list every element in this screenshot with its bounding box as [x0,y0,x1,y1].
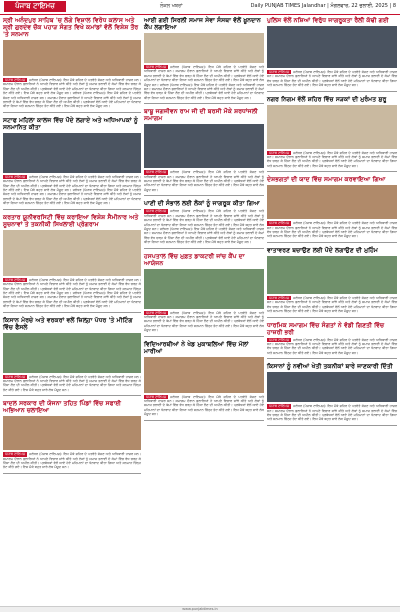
story-photo [144,124,264,168]
story-headline: ਕਰਤਾਰ ਯੂਨੀਵਰਸਿਟੀ ਵਿੱਚ ਕਰਾਇਆ ਵਿਸ਼ੇਸ਼ ਸੈਮੀਨਾਰ ਅਤੇ ਸੂਚਨਾਵਾਂ ਤੇ ਤਕਨੀਕੀ ਸਿਖਲਾਈ ਪ੍ਰੋਗਰਾਮ [3,213,139,228]
story [267,322,397,360]
column-right [267,17,397,607]
story-body: ਪੰਜਾਬ ਟਾਇਮਜ਼ ਜਲੰਧਰ (ਪੰਜਾਬ ਟਾਇਮਜ਼): ਇਸ ਮੌਕੇ ਸ਼ਹਿਰ ਦੇ ਪਤਵੰਤੇ ਸੱਜਣ ਅਤੇ ਅਧਿਕਾਰੀ ਹਾਜ਼ਰ ਸਨ। ਸਮਾਗਮ ਦੌਰਾਨ ਬੁਲਾਰਿਆਂ ਨੇ ਆਪਣੇ ਵਿਚਾਰ ਸਾਂਝੇ ਕੀਤੇ ਅਤੇ ਲੋਕਾਂ ਨੂੰ ਸਮਾਜ ਭਲਾਈ ਦੇ ਕੰਮਾਂ ਵਿੱਚ ਵੱਧ ਚੜ੍ਹ ਕੇ ਹਿੱਸਾ ਲੈਣ ਦੀ ਅਪੀਲ ਕੀਤੀ। ਪ੍ਰਬੰਧਕਾਂ ਵੱਲੋਂ ਆਏ ਹੋਏ ਮਹਿਮਾਨਾਂ ਦਾ ਧੰਨਵਾਦ ਕੀਤਾ ਗਿਆ ਅਤੇ ਸਨਮਾਨ ਚਿੰਨ੍ਹ ਭੇਟ ਕੀਤੇ ਗਏ। ਇਸ ਮੌਕੇ ਬਹੁਤ ਸਾਰੇ ਲੋਕ ਮੌਜੂਦ ਸਨ। [267,221,397,239]
story-photo [144,357,264,393]
story-body: ਪੰਜਾਬ ਟਾਇਮਜ਼ ਜਲੰਧਰ (ਪੰਜਾਬ ਟਾਇਮਜ਼): ਇਸ ਮੌਕੇ ਸ਼ਹਿਰ ਦੇ ਪਤਵੰਤੇ ਸੱਜਣ ਅਤੇ ਅਧਿਕਾਰੀ ਹਾਜ਼ਰ ਸਨ। ਸਮਾਗਮ ਦੌਰਾਨ ਬੁਲਾਰਿਆਂ ਨੇ ਆਪਣੇ ਵਿਚਾਰ ਸਾਂਝੇ ਕੀਤੇ ਅਤੇ ਲੋਕਾਂ ਨੂੰ ਸਮਾਜ ਭਲਾਈ ਦੇ ਕੰਮਾਂ ਵਿੱਚ ਵੱਧ ਚੜ੍ਹ ਕੇ ਹਿੱਸਾ ਲੈਣ ਦੀ ਅਪੀਲ ਕੀਤੀ। ਪ੍ਰਬੰਧਕਾਂ ਵੱਲੋਂ ਆਏ ਹੋਏ ਮਹਿਮਾਨਾਂ ਦਾ ਧੰਨਵਾਦ ਕੀਤਾ ਗਿਆ ਅਤੇ ਸਨਮਾਨ ਚਿੰਨ੍ਹ ਭੇਟ ਕੀਤੇ ਗਏ। ਇਸ ਮੌਕੇ ਬਹੁਤ ਸਾਰੇ ਲੋਕ ਮੌਜੂਦ ਸਨ। [3,374,141,392]
story-photo [267,372,397,402]
story-headline: ਦੇਸ਼ਭਗਤਾਂ ਦੀ ਯਾਦ ਵਿੱਚ ਸਮਾਗਮ ਕਰਵਾਇਆ ਗਿਆ [267,176,386,184]
story-body: ਪੰਜਾਬ ਟਾਇਮਜ਼ ਜਲੰਧਰ (ਪੰਜਾਬ ਟਾਇਮਜ਼): ਇਸ ਮੌਕੇ ਸ਼ਹਿਰ ਦੇ ਪਤਵੰਤੇ ਸੱਜਣ ਅਤੇ ਅਧਿਕਾਰੀ ਹਾਜ਼ਰ ਸਨ। ਸਮਾਗਮ ਦੌਰਾਨ ਬੁਲਾਰਿਆਂ ਨੇ ਆਪਣੇ ਵਿਚਾਰ ਸਾਂਝੇ ਕੀਤੇ ਅਤੇ ਲੋਕਾਂ ਨੂੰ ਸਮਾਜ ਭਲਾਈ ਦੇ ਕੰਮਾਂ ਵਿੱਚ ਵੱਧ ਚੜ੍ਹ ਕੇ ਹਿੱਸਾ ਲੈਣ ਦੀ ਅਪੀਲ ਕੀਤੀ। ਪ੍ਰਬੰਧਕਾਂ ਵੱਲੋਂ ਆਏ ਹੋਏ ਮਹਿਮਾਨਾਂ ਦਾ ਧੰਨਵਾਦ ਕੀਤਾ ਗਿਆ ਅਤੇ ਸਨਮਾਨ ਚਿੰਨ੍ਹ ਭੇਟ ਕੀਤੇ ਗਏ। ਇਸ ਮੌਕੇ ਬਹੁਤ ਸਾਰੇ ਲੋਕ ਮੌਜੂਦ ਸਨ। ਜਲੰਧਰ (ਪੰਜਾਬ ਟਾਇਮਜ਼): ਇਸ ਮੌਕੇ ਸ਼ਹਿਰ ਦੇ ਪਤਵੰਤੇ ਸੱਜਣ ਅਤੇ ਅਧਿਕਾਰੀ ਹਾਜ਼ਰ ਸਨ। ਸਮਾਗਮ ਦੌਰਾਨ ਬੁਲਾਰਿਆਂ ਨੇ ਆਪਣੇ ਵਿਚਾਰ ਸਾਂਝੇ ਕੀਤੇ ਅਤੇ ਲੋਕਾਂ ਨੂੰ ਸਮਾਜ ਭਲਾਈ ਦੇ ਕੰਮਾਂ ਵਿੱਚ ਵੱਧ ਚੜ੍ਹ ਕੇ ਹਿੱਸਾ ਲੈਣ ਦੀ ਅਪੀਲ ਕੀਤੀ। ਪ੍ਰਬੰਧਕਾਂ ਵੱਲੋਂ ਆਏ ਹੋਏ ਮਹਿਮਾਨਾਂ ਦਾ ਧੰਨਵਾਦ ਕੀਤਾ ਗਿਆ ਅਤੇ ਸਨਮਾਨ ਚਿੰਨ੍ਹ ਭੇਟ ਕੀਤੇ ਗਏ। ਇਸ ਮੌਕੇ ਬਹੁਤ ਸਾਰੇ ਲੋਕ ਮੌਜੂਦ ਸਨ। [3,277,141,309]
story-headline: ਹਸਪਤਾਲ ਵਿੱਚ ਮੁਫ਼ਤ ਡਾਕਟਰੀ ਜਾਂਚ ਕੈਂਪ ਦਾ ਆਯੋਜਨ [144,252,245,267]
story-headline: ਬਾਬੂ ਜਗਜੀਵਨ ਰਾਮ ਜੀ ਦੀ ਬਰਸੀ ਮੌਕੇ ਸ਼ਰਧਾਂਜਲੀ ਸਮਾਗਮ [144,108,258,123]
story-photo [3,133,141,173]
story [3,214,141,313]
story-headline: ਕਿਸਾਨਾਂ ਨੂੰ ਨਵੀਆਂ ਖੇਤੀ ਤਕਨੀਕਾਂ ਬਾਰੇ ਜਾਣਕਾਰੀ ਦਿੱਤੀ [267,363,393,371]
story-photo [3,40,141,76]
story [144,200,264,248]
story-body: ਪੰਜਾਬ ਟਾਇਮਜ਼ ਜਲੰਧਰ (ਪੰਜਾਬ ਟਾਇਮਜ਼): ਇਸ ਮੌਕੇ ਸ਼ਹਿਰ ਦੇ ਪਤਵੰਤੇ ਸੱਜਣ ਅਤੇ ਅਧਿਕਾਰੀ ਹਾਜ਼ਰ ਸਨ। ਸਮਾਗਮ ਦੌਰਾਨ ਬੁਲਾਰਿਆਂ ਨੇ ਆਪਣੇ ਵਿਚਾਰ ਸਾਂਝੇ ਕੀਤੇ ਅਤੇ ਲੋਕਾਂ ਨੂੰ ਸਮਾਜ ਭਲਾਈ ਦੇ ਕੰਮਾਂ ਵਿੱਚ ਵੱਧ ਚੜ੍ਹ ਕੇ ਹਿੱਸਾ ਲੈਣ ਦੀ ਅਪੀਲ ਕੀਤੀ। ਪ੍ਰਬੰਧਕਾਂ ਵੱਲੋਂ ਆਏ ਹੋਏ ਮਹਿਮਾਨਾਂ ਦਾ ਧੰਨਵਾਦ ਕੀਤਾ ਗਿਆ ਅਤੇ ਸਨਮਾਨ ਚਿੰਨ੍ਹ ਭੇਟ ਕੀਤੇ ਗਏ। ਇਸ ਮੌਕੇ ਬਹੁਤ ਸਾਰੇ ਲੋਕ ਮੌਜੂਦ ਸਨ। [144,170,264,192]
footer-strip: www.punjabtimes.in [0,606,400,612]
story-photo [144,269,264,309]
story-body: ਪੰਜਾਬ ਟਾਇਮਜ਼ ਜਲੰਧਰ (ਪੰਜਾਬ ਟਾਇਮਜ਼): ਇਸ ਮੌਕੇ ਸ਼ਹਿਰ ਦੇ ਪਤਵੰਤੇ ਸੱਜਣ ਅਤੇ ਅਧਿਕਾਰੀ ਹਾਜ਼ਰ ਸਨ। ਸਮਾਗਮ ਦੌਰਾਨ ਬੁਲਾਰਿਆਂ ਨੇ ਆਪਣੇ ਵਿਚਾਰ ਸਾਂਝੇ ਕੀਤੇ ਅਤੇ ਲੋਕਾਂ ਨੂੰ ਸਮਾਜ ਭਲਾਈ ਦੇ ਕੰਮਾਂ ਵਿੱਚ ਵੱਧ ਚੜ੍ਹ ਕੇ ਹਿੱਸਾ ਲੈਣ ਦੀ ਅਪੀਲ ਕੀਤੀ। ਪ੍ਰਬੰਧਕਾਂ ਵੱਲੋਂ ਆਏ ਹੋਏ ਮਹਿਮਾਨਾਂ ਦਾ ਧੰਨਵਾਦ ਕੀਤਾ ਗਿਆ ਅਤੇ ਸਨਮਾਨ ਚਿੰਨ੍ਹ ਭੇਟ ਕੀਤੇ ਗਏ। ਇਸ ਮੌਕੇ ਬਹੁਤ ਸਾਰੇ ਲੋਕ ਮੌਜੂਦ ਸਨ। [267,70,397,88]
column-left [3,17,141,607]
story-body: ਪੰਜਾਬ ਟਾਇਮਜ਼ ਜਲੰਧਰ (ਪੰਜਾਬ ਟਾਇਮਜ਼): ਇਸ ਮੌਕੇ ਸ਼ਹਿਰ ਦੇ ਪਤਵੰਤੇ ਸੱਜਣ ਅਤੇ ਅਧਿਕਾਰੀ ਹਾਜ਼ਰ ਸਨ। ਸਮਾਗਮ ਦੌਰਾਨ ਬੁਲਾਰਿਆਂ ਨੇ ਆਪਣੇ ਵਿਚਾਰ ਸਾਂਝੇ ਕੀਤੇ ਅਤੇ ਲੋਕਾਂ ਨੂੰ ਸਮਾਜ ਭਲਾਈ ਦੇ ਕੰਮਾਂ ਵਿੱਚ ਵੱਧ ਚੜ੍ਹ ਕੇ ਹਿੱਸਾ ਲੈਣ ਦੀ ਅਪੀਲ ਕੀਤੀ। ਪ੍ਰਬੰਧਕਾਂ ਵੱਲੋਂ ਆਏ ਹੋਏ ਮਹਿਮਾਨਾਂ ਦਾ ਧੰਨਵਾਦ ਕੀਤਾ ਗਿਆ ਅਤੇ ਸਨਮਾਨ ਚਿੰਨ੍ਹ ਭੇਟ ਕੀਤੇ ਗਏ। ਇਸ ਮੌਕੇ ਬਹੁਤ ਸਾਰੇ ਲੋਕ ਮੌਜੂਦ ਸਨ। ਜਲੰਧਰ (ਪੰਜਾਬ ਟਾਇਮਜ਼): ਇਸ ਮੌਕੇ ਸ਼ਹਿਰ ਦੇ ਪਤਵੰਤੇ ਸੱਜਣ ਅਤੇ ਅਧਿਕਾਰੀ ਹਾਜ਼ਰ ਸਨ। ਸਮਾਗਮ ਦੌਰਾਨ ਬੁਲਾਰਿਆਂ ਨੇ ਆਪਣੇ ਵਿਚਾਰ ਸਾਂਝੇ ਕੀਤੇ ਅਤੇ ਲੋਕਾਂ ਨੂੰ ਸਮਾਜ ਭਲਾਈ ਦੇ ਕੰਮਾਂ ਵਿੱਚ ਵੱਧ ਚੜ੍ਹ ਕੇ ਹਿੱਸਾ ਲੈਣ ਦੀ ਅਪੀਲ ਕੀਤੀ। ਪ੍ਰਬੰਧਕਾਂ ਵੱਲੋਂ ਆਏ ਹੋਏ ਮਹਿਮਾਨਾਂ ਦਾ ਧੰਨਵਾਦ ਕੀਤਾ ਗਿਆ ਅਤੇ ਸਨਮਾਨ ਚਿੰਨ੍ਹ ਭੇਟ ਕੀਤੇ ਗਏ। ਇਸ ਮੌਕੇ ਬਹੁਤ ਸਾਰੇ ਲੋਕ ਮੌਜੂਦ ਸਨ। [3,174,141,206]
story [3,17,141,113]
story [144,17,264,104]
story-body: ਪੰਜਾਬ ਟਾਇਮਜ਼ ਜਲੰਧਰ (ਪੰਜਾਬ ਟਾਇਮਜ਼): ਇਸ ਮੌਕੇ ਸ਼ਹਿਰ ਦੇ ਪਤਵੰਤੇ ਸੱਜਣ ਅਤੇ ਅਧਿਕਾਰੀ ਹਾਜ਼ਰ ਸਨ। ਸਮਾਗਮ ਦੌਰਾਨ ਬੁਲਾਰਿਆਂ ਨੇ ਆਪਣੇ ਵਿਚਾਰ ਸਾਂਝੇ ਕੀਤੇ ਅਤੇ ਲੋਕਾਂ ਨੂੰ ਸਮਾਜ ਭਲਾਈ ਦੇ ਕੰਮਾਂ ਵਿੱਚ ਵੱਧ ਚੜ੍ਹ ਕੇ ਹਿੱਸਾ ਲੈਣ ਦੀ ਅਪੀਲ ਕੀਤੀ। ਪ੍ਰਬੰਧਕਾਂ ਵੱਲੋਂ ਆਏ ਹੋਏ ਮਹਿਮਾਨਾਂ ਦਾ ਧੰਨਵਾਦ ਕੀਤਾ ਗਿਆ ਅਤੇ ਸਨਮਾਨ ਚਿੰਨ੍ਹ ਭੇਟ ਕੀਤੇ ਗਏ। ਇਸ ਮੌਕੇ ਬਹੁਤ ਸਾਰੇ ਲੋਕ ਮੌਜੂਦ ਸਨ। [267,150,397,168]
story [144,253,264,337]
story-body: ਪੰਜਾਬ ਟਾਇਮਜ਼ ਜਲੰਧਰ (ਪੰਜਾਬ ਟਾਇਮਜ਼): ਇਸ ਮੌਕੇ ਸ਼ਹਿਰ ਦੇ ਪਤਵੰਤੇ ਸੱਜਣ ਅਤੇ ਅਧਿਕਾਰੀ ਹਾਜ਼ਰ ਸਨ। ਸਮਾਗਮ ਦੌਰਾਨ ਬੁਲਾਰਿਆਂ ਨੇ ਆਪਣੇ ਵਿਚਾਰ ਸਾਂਝੇ ਕੀਤੇ ਅਤੇ ਲੋਕਾਂ ਨੂੰ ਸਮਾਜ ਭਲਾਈ ਦੇ ਕੰਮਾਂ ਵਿੱਚ ਵੱਧ ਚੜ੍ਹ ਕੇ ਹਿੱਸਾ ਲੈਣ ਦੀ ਅਪੀਲ ਕੀਤੀ। ਪ੍ਰਬੰਧਕਾਂ ਵੱਲੋਂ ਆਏ ਹੋਏ ਮਹਿਮਾਨਾਂ ਦਾ ਧੰਨਵਾਦ ਕੀਤਾ ਗਿਆ ਅਤੇ ਸਨਮਾਨ ਚਿੰਨ੍ਹ ਭੇਟ ਕੀਤੇ ਗਏ। ਇਸ ਮੌਕੇ ਬਹੁਤ ਸਾਰੇ ਲੋਕ ਮੌਜੂਦ ਸਨ। ਜਲੰਧਰ (ਪੰਜਾਬ ਟਾਇਮਜ਼): ਇਸ ਮੌਕੇ ਸ਼ਹਿਰ ਦੇ ਪਤਵੰਤੇ ਸੱਜਣ ਅਤੇ ਅਧਿਕਾਰੀ ਹਾਜ਼ਰ ਸਨ। ਸਮਾਗਮ ਦੌਰਾਨ ਬੁਲਾਰਿਆਂ ਨੇ ਆਪਣੇ ਵਿਚਾਰ ਸਾਂਝੇ ਕੀਤੇ ਅਤੇ ਲੋਕਾਂ ਨੂੰ ਸਮਾਜ ਭਲਾਈ ਦੇ ਕੰਮਾਂ ਵਿੱਚ ਵੱਧ ਚੜ੍ਹ ਕੇ ਹਿੱਸਾ ਲੈਣ ਦੀ ਅਪੀਲ ਕੀਤੀ। ਪ੍ਰਬੰਧਕਾਂ ਵੱਲੋਂ ਆਏ ਹੋਏ ਮਹਿਮਾਨਾਂ ਦਾ ਧੰਨਵਾਦ ਕੀਤਾ ਗਿਆ ਅਤੇ ਸਨਮਾਨ ਚਿੰਨ੍ਹ ਭੇਟ ਕੀਤੇ ਗਏ। ਇਸ ਮੌਕੇ ਬਹੁਤ ਸਾਰੇ ਲੋਕ ਮੌਜੂਦ ਸਨ। [144,65,264,100]
story-body: ਪੰਜਾਬ ਟਾਇਮਜ਼ ਜਲੰਧਰ (ਪੰਜਾਬ ਟਾਇਮਜ਼): ਇਸ ਮੌਕੇ ਸ਼ਹਿਰ ਦੇ ਪਤਵੰਤੇ ਸੱਜਣ ਅਤੇ ਅਧਿਕਾਰੀ ਹਾਜ਼ਰ ਸਨ। ਸਮਾਗਮ ਦੌਰਾਨ ਬੁਲਾਰਿਆਂ ਨੇ ਆਪਣੇ ਵਿਚਾਰ ਸਾਂਝੇ ਕੀਤੇ ਅਤੇ ਲੋਕਾਂ ਨੂੰ ਸਮਾਜ ਭਲਾਈ ਦੇ ਕੰਮਾਂ ਵਿੱਚ ਵੱਧ ਚੜ੍ਹ ਕੇ ਹਿੱਸਾ ਲੈਣ ਦੀ ਅਪੀਲ ਕੀਤੀ। ਪ੍ਰਬੰਧਕਾਂ ਵੱਲੋਂ ਆਏ ਹੋਏ ਮਹਿਮਾਨਾਂ ਦਾ ਧੰਨਵਾਦ ਕੀਤਾ ਗਿਆ ਅਤੇ ਸਨਮਾਨ ਚਿੰਨ੍ਹ ਭੇਟ ਕੀਤੇ ਗਏ। ਇਸ ਮੌਕੇ ਬਹੁਤ ਸਾਰੇ ਲੋਕ ਮੌਜੂਦ ਸਨ। [267,404,397,422]
story [267,17,397,92]
story-body: ਪੰਜਾਬ ਟਾਇਮਜ਼ ਜਲੰਧਰ (ਪੰਜਾਬ ਟਾਇਮਜ਼): ਇਸ ਮੌਕੇ ਸ਼ਹਿਰ ਦੇ ਪਤਵੰਤੇ ਸੱਜਣ ਅਤੇ ਅਧਿਕਾਰੀ ਹਾਜ਼ਰ ਸਨ। ਸਮਾਗਮ ਦੌਰਾਨ ਬੁਲਾਰਿਆਂ ਨੇ ਆਪਣੇ ਵਿਚਾਰ ਸਾਂਝੇ ਕੀਤੇ ਅਤੇ ਲੋਕਾਂ ਨੂੰ ਸਮਾਜ ਭਲਾਈ ਦੇ ਕੰਮਾਂ ਵਿੱਚ ਵੱਧ ਚੜ੍ਹ ਕੇ ਹਿੱਸਾ ਲੈਣ ਦੀ ਅਪੀਲ ਕੀਤੀ। ਪ੍ਰਬੰਧਕਾਂ ਵੱਲੋਂ ਆਏ ਹੋਏ ਮਹਿਮਾਨਾਂ ਦਾ ਧੰਨਵਾਦ ਕੀਤਾ ਗਿਆ ਅਤੇ ਸਨਮਾਨ ਚਿੰਨ੍ਹ ਭੇਟ ਕੀਤੇ ਗਏ। ਇਸ ਮੌਕੇ ਬਹੁਤ ਸਾਰੇ ਲੋਕ ਮੌਜੂਦ ਸਨ। [144,394,264,417]
story-headline: ਬਾਦਲ ਸਰਕਾਰ ਦੀ ਯੋਜਨਾ ਤਹਿਤ ਪਿੰਡਾਂ ਵਿੱਚ ਸਫਾਈ ਅਭਿਆਨ ਚਲਾਇਆ [3,400,122,415]
story-headline: ਪਾਣੀ ਦੀ ਸੰਭਾਲ ਲਈ ਲੋਕਾਂ ਨੂੰ ਜਾਗਰੂਕ ਕੀਤਾ ਗਿਆ [144,200,260,208]
story-body: ਪੰਜਾਬ ਟਾਇਮਜ਼ ਜਲੰਧਰ (ਪੰਜਾਬ ਟਾਇਮਜ਼): ਇਸ ਮੌਕੇ ਸ਼ਹਿਰ ਦੇ ਪਤਵੰਤੇ ਸੱਜਣ ਅਤੇ ਅਧਿਕਾਰੀ ਹਾਜ਼ਰ ਸਨ। ਸਮਾਗਮ ਦੌਰਾਨ ਬੁਲਾਰਿਆਂ ਨੇ ਆਪਣੇ ਵਿਚਾਰ ਸਾਂਝੇ ਕੀਤੇ ਅਤੇ ਲੋਕਾਂ ਨੂੰ ਸਮਾਜ ਭਲਾਈ ਦੇ ਕੰਮਾਂ ਵਿੱਚ ਵੱਧ ਚੜ੍ਹ ਕੇ ਹਿੱਸਾ ਲੈਣ ਦੀ ਅਪੀਲ ਕੀਤੀ। ਪ੍ਰਬੰਧਕਾਂ ਵੱਲੋਂ ਆਏ ਹੋਏ ਮਹਿਮਾਨਾਂ ਦਾ ਧੰਨਵਾਦ ਕੀਤਾ ਗਿਆ ਅਤੇ ਸਨਮਾਨ ਚਿੰਨ੍ਹ ਭੇਟ ਕੀਤੇ ਗਏ। ਇਸ ਮੌਕੇ ਬਹੁਤ ਸਾਰੇ ਲੋਕ ਮੌਜੂਦ ਸਨ। ਜਲੰਧਰ (ਪੰਜਾਬ ਟਾਇਮਜ਼): ਇਸ ਮੌਕੇ ਸ਼ਹਿਰ ਦੇ ਪਤਵੰਤੇ ਸੱਜਣ ਅਤੇ ਅਧਿਕਾਰੀ ਹਾਜ਼ਰ ਸਨ। ਸਮਾਗਮ ਦੌਰਾਨ ਬੁਲਾਰਿਆਂ ਨੇ ਆਪਣੇ ਵਿਚਾਰ ਸਾਂਝੇ ਕੀਤੇ ਅਤੇ ਲੋਕਾਂ ਨੂੰ ਸਮਾਜ ਭਲਾਈ ਦੇ ਕੰਮਾਂ ਵਿੱਚ ਵੱਧ ਚੜ੍ਹ ਕੇ ਹਿੱਸਾ ਲੈਣ ਦੀ ਅਪੀਲ ਕੀਤੀ। ਪ੍ਰਬੰਧਕਾਂ ਵੱਲੋਂ ਆਏ ਹੋਏ ਮਹਿਮਾਨਾਂ ਦਾ ਧੰਨਵਾਦ ਕੀਤਾ ਗਿਆ ਅਤੇ ਸਨਮਾਨ ਚਿੰਨ੍ਹ ਭੇਟ ਕੀਤੇ ਗਏ। ਇਸ ਮੌਕੇ ਬਹੁਤ ਸਾਰੇ ਲੋਕ ਮੌਜੂਦ ਸਨ। [3,78,141,109]
story-headline: ਸ੍ਰੀ ਅਨੰਦਪੁਰ ਸਾਹਿਬ 'ਚ ਲੱਗੇ ਵਿਸ਼ਾਲ ਵਿਰੋਧ ਕਲਾਸ ਅਤੇ ਸ਼੍ਰੀ ਗੁਰਦੇਵ ਚੌਕ ਪਹਾੜ ਸੰਗਤ ਵਿਖੇ ਕਮਾਂਡਾਂ ਵੱਲੋਂ ਵਿਸ਼ੇਸ਼ ਤੌਰ 'ਤੇ ਸਨਮਾਨ [3,17,139,38]
section-label: ਲੋਕਲ ਖਬਰਾਂ [160,3,183,9]
story-photo [267,105,397,149]
story-body: ਪੰਜਾਬ ਟਾਇਮਜ਼ ਜਲੰਧਰ (ਪੰਜਾਬ ਟਾਇਮਜ਼): ਇਸ ਮੌਕੇ ਸ਼ਹਿਰ ਦੇ ਪਤਵੰਤੇ ਸੱਜਣ ਅਤੇ ਅਧਿਕਾਰੀ ਹਾਜ਼ਰ ਸਨ। ਸਮਾਗਮ ਦੌਰਾਨ ਬੁਲਾਰਿਆਂ ਨੇ ਆਪਣੇ ਵਿਚਾਰ ਸਾਂਝੇ ਕੀਤੇ ਅਤੇ ਲੋਕਾਂ ਨੂੰ ਸਮਾਜ ਭਲਾਈ ਦੇ ਕੰਮਾਂ ਵਿੱਚ ਵੱਧ ਚੜ੍ਹ ਕੇ ਹਿੱਸਾ ਲੈਣ ਦੀ ਅਪੀਲ ਕੀਤੀ। ਪ੍ਰਬੰਧਕਾਂ ਵੱਲੋਂ ਆਏ ਹੋਏ ਮਹਿਮਾਨਾਂ ਦਾ ਧੰਨਵਾਦ ਕੀਤਾ ਗਿਆ ਅਤੇ ਸਨਮਾਨ ਚਿੰਨ੍ਹ ਭੇਟ ਕੀਤੇ ਗਏ। ਇਸ ਮੌਕੇ ਬਹੁਤ ਸਾਰੇ ਲੋਕ ਮੌਜੂਦ ਸਨ। [144,310,264,333]
story [3,117,141,210]
story-photo [267,185,397,219]
column-middle [144,17,264,607]
story-photo [144,33,264,63]
story-headline: ਨਗਰ ਨਿਗਮ ਵੱਲੋਂ ਸ਼ਹਿਰ ਵਿੱਚ ਸੜਕਾਂ ਦੀ ਮੁਰੰਮਤ ਸ਼ੁਰੂ [267,95,387,103]
story [3,400,141,474]
story-photo [3,230,141,276]
story [144,341,264,421]
story-photo [267,26,397,68]
story [267,176,397,243]
story [144,108,264,196]
story-body: ਪੰਜਾਬ ਟਾਇਮਜ਼ ਜਲੰਧਰ (ਪੰਜਾਬ ਟਾਇਮਜ਼): ਇਸ ਮੌਕੇ ਸ਼ਹਿਰ ਦੇ ਪਤਵੰਤੇ ਸੱਜਣ ਅਤੇ ਅਧਿਕਾਰੀ ਹਾਜ਼ਰ ਸਨ। ਸਮਾਗਮ ਦੌਰਾਨ ਬੁਲਾਰਿਆਂ ਨੇ ਆਪਣੇ ਵਿਚਾਰ ਸਾਂਝੇ ਕੀਤੇ ਅਤੇ ਲੋਕਾਂ ਨੂੰ ਸਮਾਜ ਭਲਾਈ ਦੇ ਕੰਮਾਂ ਵਿੱਚ ਵੱਧ ਚੜ੍ਹ ਕੇ ਹਿੱਸਾ ਲੈਣ ਦੀ ਅਪੀਲ ਕੀਤੀ। ਪ੍ਰਬੰਧਕਾਂ ਵੱਲੋਂ ਆਏ ਹੋਏ ਮਹਿਮਾਨਾਂ ਦਾ ਧੰਨਵਾਦ ਕੀਤਾ ਗਿਆ ਅਤੇ ਸਨਮਾਨ ਚਿੰਨ੍ਹ ਭੇਟ ਕੀਤੇ ਗਏ। ਇਸ ਮੌਕੇ ਬਹੁਤ ਸਾਰੇ ਲੋਕ ਮੌਜੂਦ ਸਨ। ਜਲੰਧਰ (ਪੰਜਾਬ ਟਾਇਮਜ਼): ਇਸ ਮੌਕੇ ਸ਼ਹਿਰ ਦੇ ਪਤਵੰਤੇ ਸੱਜਣ ਅਤੇ ਅਧਿਕਾਰੀ ਹਾਜ਼ਰ ਸਨ। ਸਮਾਗਮ ਦੌਰਾਨ ਬੁਲਾਰਿਆਂ ਨੇ ਆਪਣੇ ਵਿਚਾਰ ਸਾਂਝੇ ਕੀਤੇ ਅਤੇ ਲੋਕਾਂ ਨੂੰ ਸਮਾਜ ਭਲਾਈ ਦੇ ਕੰਮਾਂ ਵਿੱਚ ਵੱਧ ਚੜ੍ਹ ਕੇ ਹਿੱਸਾ ਲੈਣ ਦੀ ਅਪੀਲ ਕੀਤੀ। ਪ੍ਰਬੰਧਕਾਂ ਵੱਲੋਂ ਆਏ ਹੋਏ ਮਹਿਮਾਨਾਂ ਦਾ ਧੰਨਵਾਦ ਕੀਤਾ ਗਿਆ ਅਤੇ ਸਨਮਾਨ ਚਿੰਨ੍ਹ ਭੇਟ ਕੀਤੇ ਗਏ। ਇਸ ਮੌਕੇ ਬਹੁਤ ਸਾਰੇ ਲੋਕ ਮੌਜੂਦ ਸਨ। [144,209,264,245]
story-headline: ਆਈ ਗਈ ਸਿਰਲੀ ਸਮਾਜ ਸੇਵਾ ਸੰਸਥਾ ਵੱਲੋਂ ਖ਼ੂਨਦਾਨ ਕੈਂਪ ਲਗਾਇਆ [144,17,261,31]
story [267,247,397,318]
story-body: ਪੰਜਾਬ ਟਾਇਮਜ਼ ਜਲੰਧਰ (ਪੰਜਾਬ ਟਾਇਮਜ਼): ਇਸ ਮੌਕੇ ਸ਼ਹਿਰ ਦੇ ਪਤਵੰਤੇ ਸੱਜਣ ਅਤੇ ਅਧਿਕਾਰੀ ਹਾਜ਼ਰ ਸਨ। ਸਮਾਗਮ ਦੌਰਾਨ ਬੁਲਾਰਿਆਂ ਨੇ ਆਪਣੇ ਵਿਚਾਰ ਸਾਂਝੇ ਕੀਤੇ ਅਤੇ ਲੋਕਾਂ ਨੂੰ ਸਮਾਜ ਭਲਾਈ ਦੇ ਕੰਮਾਂ ਵਿੱਚ ਵੱਧ ਚੜ੍ਹ ਕੇ ਹਿੱਸਾ ਲੈਣ ਦੀ ਅਪੀਲ ਕੀਤੀ। ਪ੍ਰਬੰਧਕਾਂ ਵੱਲੋਂ ਆਏ ਹੋਏ ਮਹਿਮਾਨਾਂ ਦਾ ਧੰਨਵਾਦ ਕੀਤਾ ਗਿਆ ਅਤੇ ਸਨਮਾਨ ਚਿੰਨ੍ਹ ਭੇਟ ਕੀਤੇ ਗਏ। ਇਸ ਮੌਕੇ ਬਹੁਤ ਸਾਰੇ ਲੋਕ ਮੌਜੂਦ ਸਨ। [267,337,397,355]
story-headline: ਪੁਲਿਸ ਵੱਲੋਂ ਨਸ਼ਿਆਂ ਵਿਰੁੱਧ ਜਾਗਰੂਕਤਾ ਰੈਲੀ ਕੱਢੀ ਗਈ [267,17,389,24]
story-headline: ਧਾਰਮਿਕ ਸਮਾਗਮ ਵਿੱਚ ਸੰਗਤਾਂ ਨੇ ਵੱਡੀ ਗਿਣਤੀ ਵਿੱਚ ਹਾਜ਼ਰੀ ਭਰੀ [267,321,385,336]
story-body: ਪੰਜਾਬ ਟਾਇਮਜ਼ ਜਲੰਧਰ (ਪੰਜਾਬ ਟਾਇਮਜ਼): ਇਸ ਮੌਕੇ ਸ਼ਹਿਰ ਦੇ ਪਤਵੰਤੇ ਸੱਜਣ ਅਤੇ ਅਧਿਕਾਰੀ ਹਾਜ਼ਰ ਸਨ। ਸਮਾਗਮ ਦੌਰਾਨ ਬੁਲਾਰਿਆਂ ਨੇ ਆਪਣੇ ਵਿਚਾਰ ਸਾਂਝੇ ਕੀਤੇ ਅਤੇ ਲੋਕਾਂ ਨੂੰ ਸਮਾਜ ਭਲਾਈ ਦੇ ਕੰਮਾਂ ਵਿੱਚ ਵੱਧ ਚੜ੍ਹ ਕੇ ਹਿੱਸਾ ਲੈਣ ਦੀ ਅਪੀਲ ਕੀਤੀ। ਪ੍ਰਬੰਧਕਾਂ ਵੱਲੋਂ ਆਏ ਹੋਏ ਮਹਿਮਾਨਾਂ ਦਾ ਧੰਨਵਾਦ ਕੀਤਾ ਗਿਆ ਅਤੇ ਸਨਮਾਨ ਚਿੰਨ੍ਹ ਭੇਟ ਕੀਤੇ ਗਏ। ਇਸ ਮੌਕੇ ਬਹੁਤ ਸਾਰੇ ਲੋਕ ਮੌਜੂਦ ਸਨ। [267,295,397,314]
story-photo [3,333,141,373]
story-headline: ਕਿਸਾਨ ਮੋਰਚੇ ਅਤੇ ਵਰਕਰਾਂ ਵਲੋਂ ਜ਼ਿਲ੍ਹਾ ਪੱਧਰ 'ਤੇ ਮੀਟਿੰਗ ਵਿੱਚ ਫੈਸਲੇ [3,316,133,331]
story-photo [267,256,397,294]
story-headline: ਸਟਾਫ ਮਹਿਲਾ ਕਾਲਜ ਵਿੱਚ ਪੌਦੇ ਲਗਾਏ ਅਤੇ ਅਧਿਆਪਕਾਂ ਨੂੰ ਸਨਮਾਨਿਤ ਕੀਤਾ [3,116,138,131]
newspaper-logo: ਪੰਜਾਬ ਟਾਇਮਜ਼ [4,1,66,12]
masthead [0,0,400,15]
story-headline: ਵਾਤਾਵਰਣ ਬਚਾਉਣ ਲਈ ਪੌਦੇ ਲਗਾਉਣ ਦੀ ਮੁਹਿੰਮ [267,246,379,254]
story [267,96,397,173]
story-body: ਪੰਜਾਬ ਟਾਇਮਜ਼ ਜਲੰਧਰ (ਪੰਜਾਬ ਟਾਇਮਜ਼): ਇਸ ਮੌਕੇ ਸ਼ਹਿਰ ਦੇ ਪਤਵੰਤੇ ਸੱਜਣ ਅਤੇ ਅਧਿਕਾਰੀ ਹਾਜ਼ਰ ਸਨ। ਸਮਾਗਮ ਦੌਰਾਨ ਬੁਲਾਰਿਆਂ ਨੇ ਆਪਣੇ ਵਿਚਾਰ ਸਾਂਝੇ ਕੀਤੇ ਅਤੇ ਲੋਕਾਂ ਨੂੰ ਸਮਾਜ ਭਲਾਈ ਦੇ ਕੰਮਾਂ ਵਿੱਚ ਵੱਧ ਚੜ੍ਹ ਕੇ ਹਿੱਸਾ ਲੈਣ ਦੀ ਅਪੀਲ ਕੀਤੀ। ਪ੍ਰਬੰਧਕਾਂ ਵੱਲੋਂ ਆਏ ਹੋਏ ਮਹਿਮਾਨਾਂ ਦਾ ਧੰਨਵਾਦ ਕੀਤਾ ਗਿਆ ਅਤੇ ਸਨਮਾਨ ਚਿੰਨ੍ਹ ਭੇਟ ਕੀਤੇ ਗਏ। ਇਸ ਮੌਕੇ ਬਹੁਤ ਸਾਰੇ ਲੋਕ ਮੌਜੂਦ ਸਨ। [3,452,141,470]
story-photo [3,416,141,450]
story-headline: ਵਿਦਿਆਰਥੀਆਂ ਨੇ ਖੇਡ ਮੁਕਾਬਲਿਆਂ ਵਿੱਚ ਮੱਲਾਂ ਮਾਰੀਆਂ [144,340,249,355]
story [267,363,397,426]
story [3,317,141,397]
dateline: Daily PUNJAB TIMES Jalandhar | ਮੰਗਲਵਾਰ, 22 ਜੁਲਾਈ, 2025 | 8 [250,3,396,9]
